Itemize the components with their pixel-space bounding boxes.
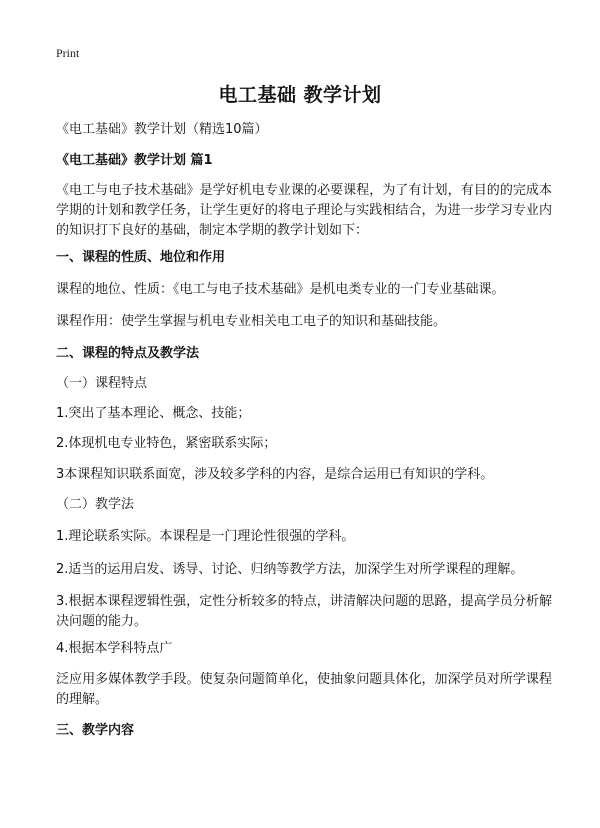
- section-title: 《电工基础》教学计划 篇1: [56, 153, 213, 168]
- paragraph-status: 课程的地位、性质：《电工与电子技术基础》是机电类专业的一门专业基础课。: [56, 282, 505, 297]
- subheading-features: （一）课程特点: [56, 376, 148, 391]
- heading-2: 二、课程的特点及教学法: [56, 346, 200, 361]
- method-item-4: 4.根据本学科特点广: [56, 641, 173, 656]
- heading-1: 一、课程的性质、地位和作用: [56, 250, 226, 265]
- paragraph-role: 课程作用：使学生掌握与机电专业相关电工电子的知识和基础技能。: [56, 314, 447, 329]
- feature-item-2: 2.体现机电专业特色，紧密联系实际；: [56, 436, 277, 451]
- method-item-5: 泛应用多媒体教学手段。使复杂问题简单化，使抽象问题具体化，加深学员对所学课程的理解。: [56, 672, 552, 707]
- method-item-3: 3.根据本课程逻辑性强，定性分析较多的特点，讲清解决问题的思路，提高学员分析解决问题的能力。: [56, 594, 552, 629]
- feature-item-3: 3本课程知识联系面宽，涉及较多学科的内容，是综合运用已有知识的学科。: [56, 467, 494, 482]
- heading-3: 三、教学内容: [56, 723, 135, 738]
- feature-item-1: 1.突出了基本理论、概念、技能；: [56, 406, 251, 421]
- method-item-1: 1.理论联系实际。本课程是一门理论性很强的学科。: [56, 529, 355, 544]
- document-subtitle: 《电工基础》教学计划（精选10篇）: [56, 122, 268, 137]
- method-item-2: 2.适当的运用启发、诱导、讨论、归纳等教学方法，加深学生对所学课程的理解。: [56, 562, 524, 577]
- intro-paragraph: 《电工与电子技术基础》是学好机电专业课的必要课程，为了有计划，有目的的完成本学期的计划和教学任务，让学生更好的将电子理论与实践相结合，为进一步学习专业内的知识打下良好的基础，制定本学期的教学计划如下：: [56, 183, 552, 238]
- subheading-methods: （二）教学法: [56, 497, 135, 512]
- page-title: 电工基础 教学计划: [218, 84, 382, 106]
- print-label: Print: [56, 46, 80, 60]
